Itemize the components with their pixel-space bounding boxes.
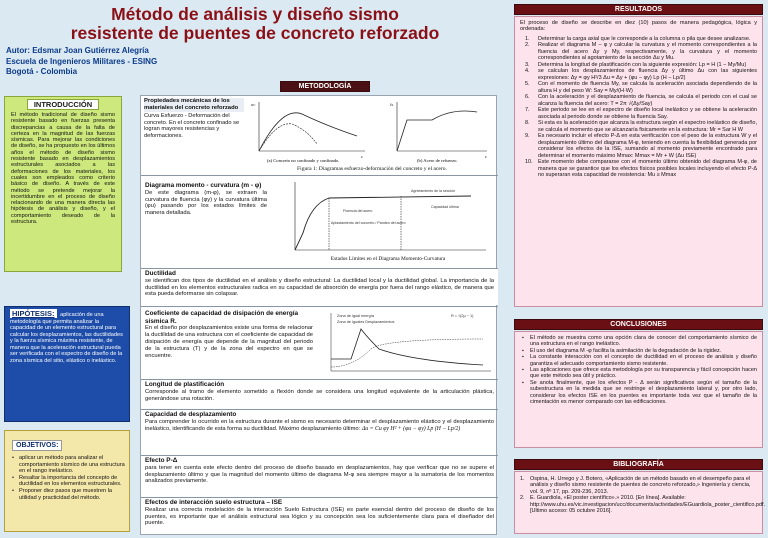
coeficiente-body: En el diseño por desplazamientos existe una forma de relacionar la ductilidad de una estructura con el coeficiente de capacidad de disipación de energía que depende de la magnitud del periodo de la estructura (T) y de la zona del espectro en que se encuentre. — [145, 325, 313, 359]
step-item: 5. Con el momento de fluencia My, se calcula la aceleración asociada dependiendo de la altura H y del peso W: Say = My/(H·W) — [525, 81, 757, 94]
longitud-title: Longitud de plastificación — [145, 381, 225, 388]
capacidad-text: Para comprender lo ocurrido en la estructura durante el sismo es necesario determinar el desplazamiento elástico y el desplazamiento inelástico, identificando de esta forma su ductilidad. Máximo desplazamiento último: — [145, 418, 494, 432]
bibliografia-title: BIBLIOGRAFÍA — [514, 459, 763, 470]
capacidad-body — [145, 419, 494, 433]
figure-2-svg — [281, 178, 495, 256]
interaccion-body: Realizar una correcta modelación de la interacción Suelo Estructura (ISE) es parte esencial dentro del proceso de diseño de los puentes, es importante que el análisis estructural sea lógico y su concepción sea los suficientemente clara para el diseñador del puente. — [145, 506, 494, 527]
step-item: 4. se calculan los desplazamientos de fluencia Δy y último Δu con las siguientes expresiones: Δy = φy H²/3 Δu = Δy + (φu − φy) Lp (H − Lp/2) — [525, 68, 757, 81]
reference-item: 2. E. Guardiola, «El poster científico».» 2010. [En línea]. Available: http://www.uhu.es/vic.investigacion/ucc/documents/actividades/EGuardiola_poster_cientifico.pdf. [Ultimo acceso: 05 octubre 2016]. — [520, 495, 766, 515]
step-item: 3. Determina la longitud de plastificación con la siguiente expresión: Lp = H (1 − My/Mu) — [525, 61, 747, 68]
figure-2 — [281, 178, 495, 266]
propiedades-body: Curva Esfuerzo - Deformación del concreto. En el concreto confinado se logran mayores resistencias y deformaciones. — [144, 112, 240, 139]
svg-text:fs: fs — [390, 102, 394, 107]
longitud-block — [141, 379, 498, 408]
capacidad-block — [141, 409, 498, 454]
step-item: 7. Este periodo se lee en el espectro de diseño local inelástico y se obtiene la aceleración asociada al periodo donde se obtiene la fluencia Say. — [525, 107, 757, 120]
conclusion-item: ▪ Las aplicaciones que ofrece esta metodología por su transparencia y fácil concepción hacen que este método sea útil y práctico. — [520, 367, 757, 380]
efecto-block — [141, 455, 498, 496]
longitud-body: Corresponde al tramo de elemento sometido a flexión donde se considera una longitud equivalente de la articulación plástica, generándose una rotación. — [145, 388, 494, 402]
fig3-legend-2: Zona de Iguales Desplazamientos — [337, 320, 395, 324]
fig3-legend-1: Zona de igual energía — [337, 314, 374, 318]
coeficiente-block — [141, 306, 498, 378]
svg-text:ε: ε — [361, 154, 363, 159]
ductilidad-block — [141, 268, 498, 305]
introduccion-box — [4, 96, 122, 272]
resultados-title: RESULTADOS — [514, 4, 763, 15]
propiedades-text — [144, 98, 244, 140]
bibliografia-list — [520, 476, 766, 515]
resultados-intro: El proceso de diseño se describe en diez (10) pasos de manera pedagógica, lógica y ordenada: — [520, 20, 757, 33]
momento-block — [141, 175, 498, 267]
school-name: Escuela de Ingenieros Militares - ESING — [6, 56, 158, 66]
step-item: 6. Con la aceleración y el desplazamiento de fluencia, se calcula el periodo con el cual se alcanza la fluencia del acero: T = 2π √(Δy/Say) — [525, 94, 757, 107]
conclusiones-title: CONCLUSIONES — [514, 319, 763, 330]
figure-1-caption: Figura 1: Diagramas esfuerzo-deformación del concreto y el acero. — [297, 166, 447, 172]
title-line-1: Método de análisis y diseño sismo — [111, 4, 399, 24]
coeficiente-title: Coeficiente de capacidad de disipación de energía sísmica R. — [145, 310, 299, 325]
fig2-label-capacidad: Capacidad última — [431, 205, 459, 209]
resultados-steps — [520, 36, 757, 179]
title-line-2: resistente de puentes de concreto reforzado — [70, 23, 440, 43]
reference-item: 1. Ospina, H. Urrego y J. Botero, «Aplicación de un método basado en el desempeño para el análisis y diseño sismo resistente de puentes de concreto reforzado,» Ingeniería y ciencia, vol. 9, nº 17, pp. 209-236, 2013. — [520, 476, 751, 495]
author-name: Autor: Edsmar Joan Gutiérrez Alegría — [6, 46, 149, 55]
bibliografia-box — [514, 471, 766, 534]
objetivos-box — [4, 430, 130, 532]
introduccion-body: El método tradicional de diseño sismo resistente basado en fuerzas presenta discrepancias a causa de la falta de certeza en la magnitud de las fuerzas sísmicas. Para mejorar las condiciones de diseño, se ha propuesto en los últimos años el método de diseño sismo resistente basado en desplazamientos estructurales asociados a las deformaciones de los materiales, los cuales son empleados como criterio básico de diseño. A través de este método se pretende mejorar la incertidumbre en el proceso de diseño relacionando de una manera directa las hipótesis de análisis y diseño, y el comportamiento deseado de la estructura. — [11, 112, 115, 226]
propiedades-block — [141, 96, 498, 174]
step-item: 9. Es necesario incluir el efecto P-Δ en esta verificación con el peso de la estructura W y el desplazamiento último del diagrama M-φ, teniendo en cuenta la flexibilidad generada por considerar los efectos de la ISE, sumando al momento previamente encontrado para determinar el momento máximo Mmax: Mmax = Mr + W (Δu ISE) — [525, 133, 757, 159]
step-item: 1. Determinar la carga axial que le corresponde a la columna o pila que desee analizarse. — [525, 35, 751, 42]
svg-text:ε: ε — [485, 154, 487, 159]
metodologia-panel — [140, 95, 497, 535]
figure-3-svg — [323, 309, 495, 377]
conclusiones-box — [514, 331, 763, 448]
objetivo-item: • aplicar un método para analizar el comportamiento sísmico de una estructura en el rango inelástico. — [9, 455, 125, 475]
figure-3 — [323, 309, 495, 377]
interaccion-title: Efectos de interacción suelo estructura – ISE — [145, 499, 283, 506]
objetivos-list — [9, 455, 125, 501]
conclusion-item: ▪ La constante interacción con el concepto de ductilidad en el proceso de análisis y diseño garantiza el adecuado comportamiento sismo resistente. — [520, 354, 757, 367]
conclusion-item: ▪ Se anota finalmente, que los efectos P - Δ serán significativos según el tamaño de la subestructura en la medida que se restringe el desplazamiento lateral y, por otro lado, considerar los efectos ISE en los puentes es importante toda vez que el tamaño de la cimentación es menor comparado con las edificaciones. — [520, 380, 757, 406]
city-name: Bogotá - Colombia — [6, 67, 78, 76]
figure-2-caption: Estados Límites en el Diagrama Momento-Curvatura — [330, 256, 446, 262]
figure-1-svg — [247, 96, 497, 166]
ductilidad-body: se identifican dos tipos de ductilidad en el análisis y diseño estructural: La ductilidad local y la ductilidad global. La importancia de la ductilidad en los elementos estructurales radica en su capacidad de absorción de energía por fuera del rango elástico, de manera que esta pueda deformarse sin colapsar. — [145, 277, 494, 298]
efecto-body: para tener en cuenta este efecto dentro del proceso de diseño basado en desplazamientos, hay que verificar que no se supere el desplazamiento último y que la magnitud del momento último de diagrama M-φ sea siempre mayor a la sumatoria de los momentos analizados previamente. — [145, 464, 494, 485]
resultados-box — [514, 16, 763, 307]
fig2-label-agrietamiento: Agrietamiento de la sección — [411, 189, 456, 193]
hipotesis-title: HIPÓTESIS: — [12, 309, 55, 318]
hipotesis-body: aplicación de una metodología que permita analizar la capacidad de un elemento estructural para calcular los desplazamientos, las ductilidades y la fuerza sísmica máxima resistente, de manera que la aceleración estructural pueda ser verificada con el espectro de diseño de la zona sísmica del sitio, elástico o inelástico. — [10, 312, 123, 364]
poster-title — [0, 5, 510, 43]
objetivo-item: • Resaltar la importancia del concepto de ductilidad en los elementos estructurales. — [9, 475, 125, 488]
coeficiente-text — [141, 308, 317, 362]
step-item: 8. Si esta es la aceleración que alcanza la estructura según el espectro inelástico de diseño, se calcula el momento que se alcanzaría fisicamente en la estructura: Mr = Sar H W — [525, 120, 757, 133]
objetivos-title: OBJETIVOS: — [12, 440, 62, 451]
efecto-title: Efecto P-Δ — [145, 457, 178, 464]
momento-text — [141, 180, 271, 219]
objetivo-item: • Proponer diez pasos que muestren la utilidad y practicidad del método. — [9, 488, 125, 501]
fig2-label-aplastamiento: Aplastamiento del concreto / Pandeo del acero — [331, 221, 406, 225]
interaccion-block — [141, 497, 498, 535]
svg-text:σc: σc — [251, 102, 256, 107]
momento-title: Diagrama momento - curvatura (m - φ) — [145, 182, 262, 189]
conclusion-item: ▪ El método se muestra como una opción clara de conocer del comportamiento sísmico de una estructura en el rango inelástico. — [520, 335, 757, 348]
hipotesis-box — [4, 306, 130, 422]
propiedades-title: Propiedades mecánicas de los materiales del concreto reforzado — [144, 98, 244, 112]
momento-body: De este diagrama (m-φ), se extraen la curvatura de fluencia (φy) y la curvatura última (φu) pasando por los estados límites de manera detallada. — [145, 189, 267, 217]
fig1-a-label: (a) Concreto no confinado y confinado. — [267, 158, 340, 163]
conclusion-item: ▪ El uso del diagrama M -φ facilita la asimilación de la degradación de la rigidez. — [520, 348, 757, 354]
introduccion-title: INTRODUCCIÓN — [27, 99, 99, 110]
step-item: 2. Realizar el diagrama M – φ y calcular la curvatura y el momento correspondientes a la fluencia del acero Δy y My, respectivamente, y la curvatura y el momento correspondientes al agotamiento de la sección Δu y Mu. — [525, 42, 757, 62]
metodologia-title: METODOLOGÍA — [280, 81, 370, 92]
step-item: 10. Este momento debe compararse con el momento último obtenido del diagrama M-φ, de manera que se garantice que los efectos físicos posibles locales incluyendo el efecto P-Δ no superaran esta capacidad de resistencia: Mu ≥ Mmax — [525, 159, 757, 179]
ductilidad-title: Ductilidad — [145, 270, 176, 277]
fig2-label-fluencia: Fluencia del acero — [343, 209, 373, 213]
conclusiones-list — [520, 335, 757, 405]
capacidad-formula: Δu = Cu φy H² + (φu − φy) Lp (H − Lp/2) — [361, 425, 461, 432]
capacidad-title: Capacidad de desplazamiento — [145, 411, 237, 418]
fig1-b-label: (b) Acero de refuerzo. — [417, 158, 458, 163]
author-block — [6, 46, 336, 78]
fig3-formula: R = √(2μ − 1) — [451, 314, 474, 318]
figure-1 — [247, 96, 497, 174]
